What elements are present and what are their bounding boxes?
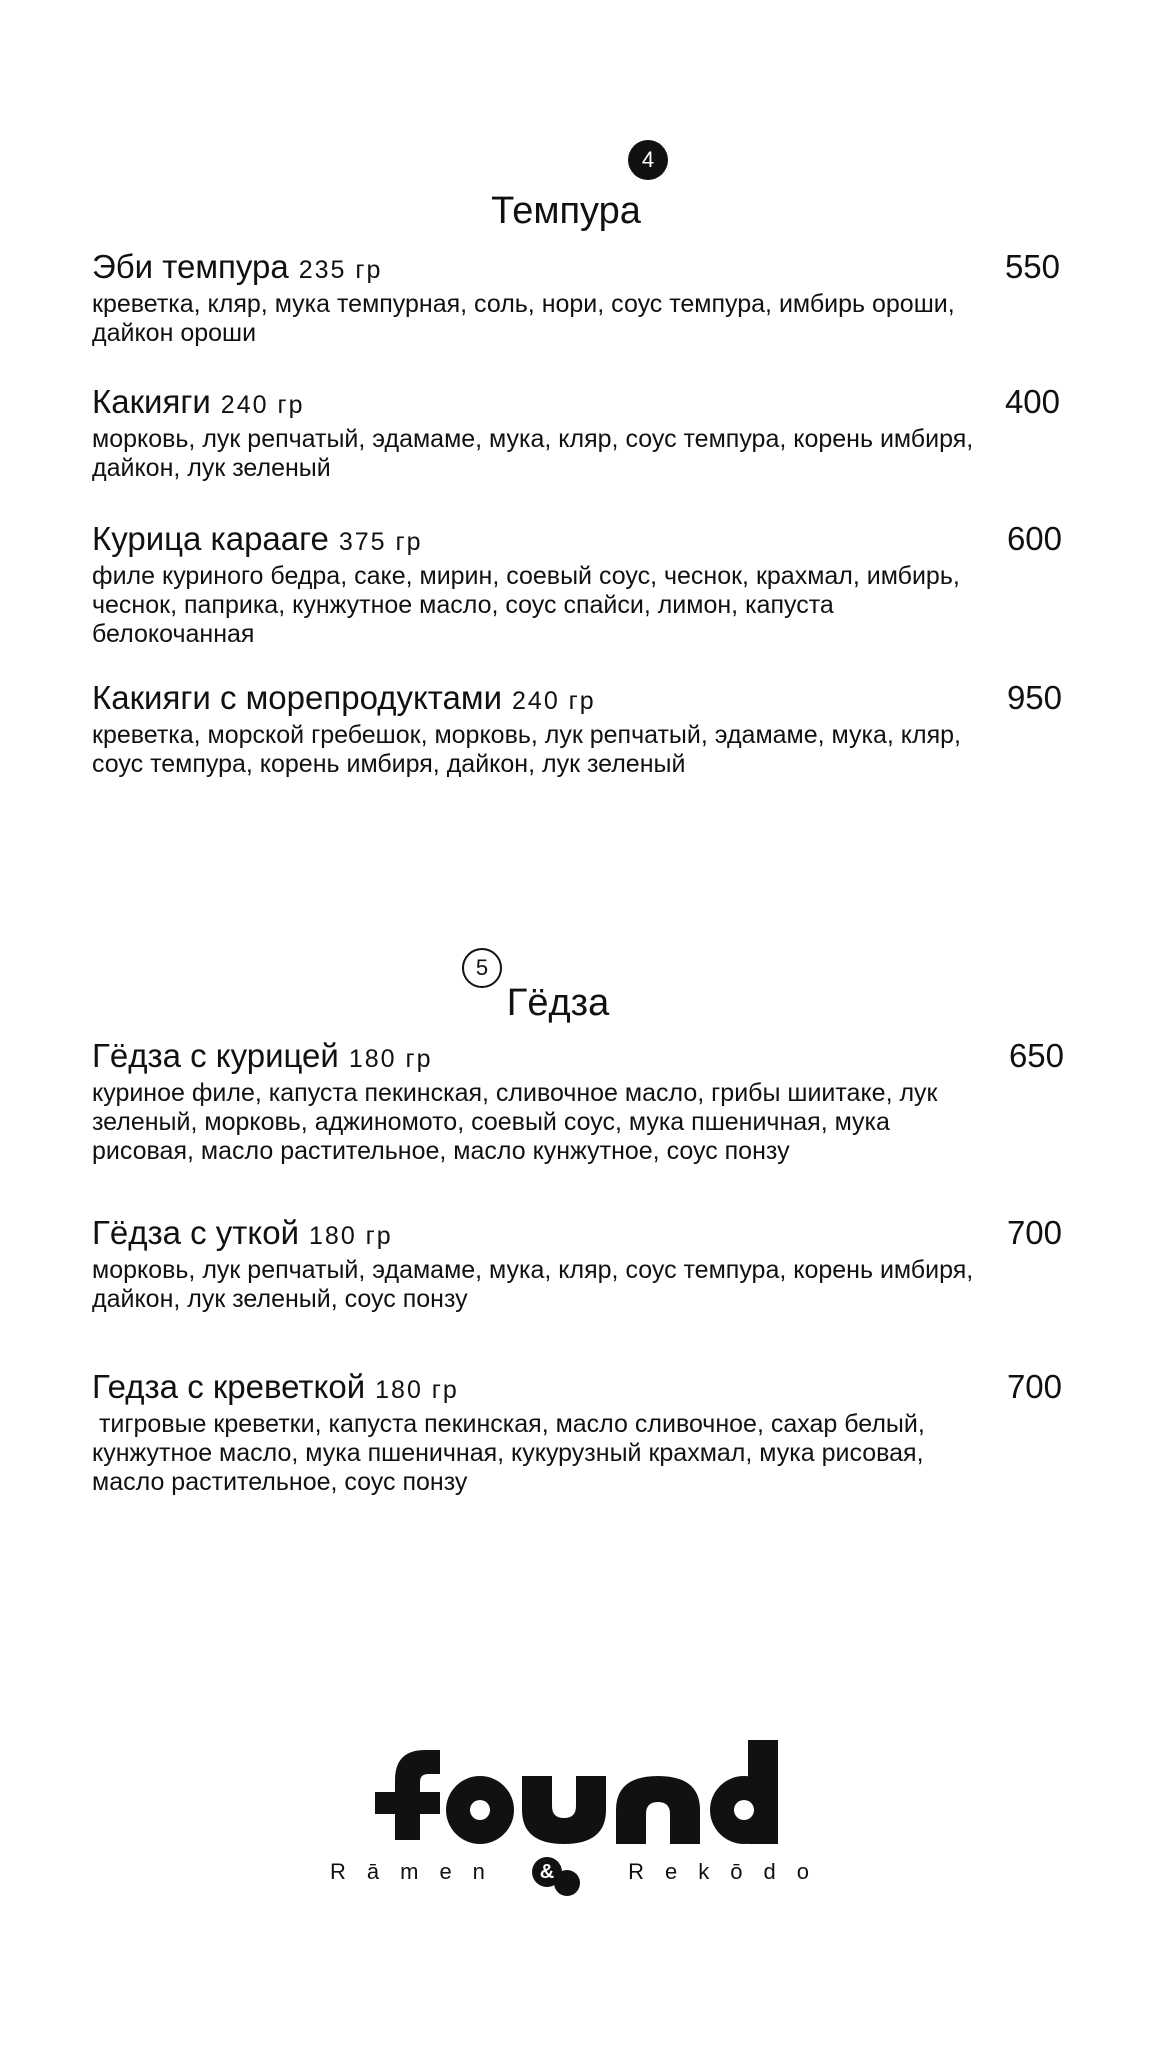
item-description: тигровые креветки, капуста пекинская, масло сливочное, сахар белый, кунжутное масло, мука пшеничная, кукурузный крахмал, мука рисовая, масло растительное, соус понзу — [92, 1410, 932, 1496]
section-number-badge: 4 — [628, 140, 668, 180]
item-weight: 180 гр — [375, 1376, 459, 1404]
menu-item — [92, 1036, 1092, 1166]
item-name: Курица карааге — [92, 520, 329, 557]
item-name: Какияги — [92, 383, 211, 420]
item-weight: 180 гр — [348, 1045, 433, 1073]
item-name: Гедза с креветкой — [92, 1368, 366, 1405]
item-weight: 235 гр — [298, 256, 383, 284]
item-price: 700 — [1006, 1368, 1062, 1405]
section-number-badge: 5 — [462, 948, 502, 988]
item-name: Гёдза с курицей — [92, 1037, 339, 1074]
item-description: куриное филе, капуста пекинская, сливочное масло, грибы шиитаке, лук зеленый, морковь, аджиномото, соевый соус, мука пшеничная, мука рисовая, масло растительное, масло кунжутное, соус понзу — [92, 1079, 938, 1165]
item-price: 400 — [1004, 383, 1060, 420]
brand-tagline — [330, 1852, 830, 1892]
item-price: 700 — [1006, 1214, 1062, 1251]
item-price: 550 — [1004, 248, 1060, 285]
item-description: морковь, лук репчатый, эдамаме, мука, кляр, соус темпура, корень имбиря, дайкон, лук зеленый, соус понзу — [92, 1256, 974, 1313]
found-wordmark-logo — [330, 1740, 830, 1850]
item-price: 950 — [1006, 679, 1062, 716]
tagline-left-word: Rāmen — [330, 1859, 506, 1884]
item-name: Эби темпура — [92, 248, 289, 285]
item-weight: 240 гр — [512, 687, 596, 715]
item-weight: 240 гр — [220, 391, 305, 419]
section-title: Темпура — [491, 190, 641, 232]
item-price: 600 — [1006, 520, 1062, 557]
brand-logo — [330, 1740, 830, 1900]
item-description: креветка, кляр, мука темпурная, соль, нори, соус темпура, имбирь ороши, дайкон ороши — [92, 290, 955, 347]
item-name: Какияги с морепродуктами — [92, 679, 503, 716]
item-description: филе куриного бедра, саке, мирин, соевый соус, чеснок, крахмал, имбирь, чеснок, паприка, кунжутное масло, соус спайси, лимон, капуста белокочанная — [92, 562, 960, 648]
item-description: морковь, лук репчатый, эдамаме, мука, кляр, соус темпура, корень имбиря, дайкон, лук зеленый — [92, 425, 974, 482]
ampersand-mark — [532, 1852, 592, 1892]
tagline-right-word: Rekōdo — [628, 1859, 830, 1884]
item-weight: 375 гр — [338, 528, 423, 556]
item-price: 650 — [1008, 1037, 1064, 1074]
section-title: Гёдза — [506, 982, 610, 1024]
record-dot-icon — [554, 1870, 580, 1896]
item-weight: 180 гр — [309, 1222, 393, 1250]
item-description: креветка, морской гребешок, морковь, лук репчатый, эдамаме, мука, кляр, соус темпура, корень имбиря, дайкон, лук зеленый — [92, 721, 961, 778]
ampersand-circle: & — [532, 1857, 562, 1887]
item-name: Гёдза с уткой — [92, 1214, 300, 1251]
